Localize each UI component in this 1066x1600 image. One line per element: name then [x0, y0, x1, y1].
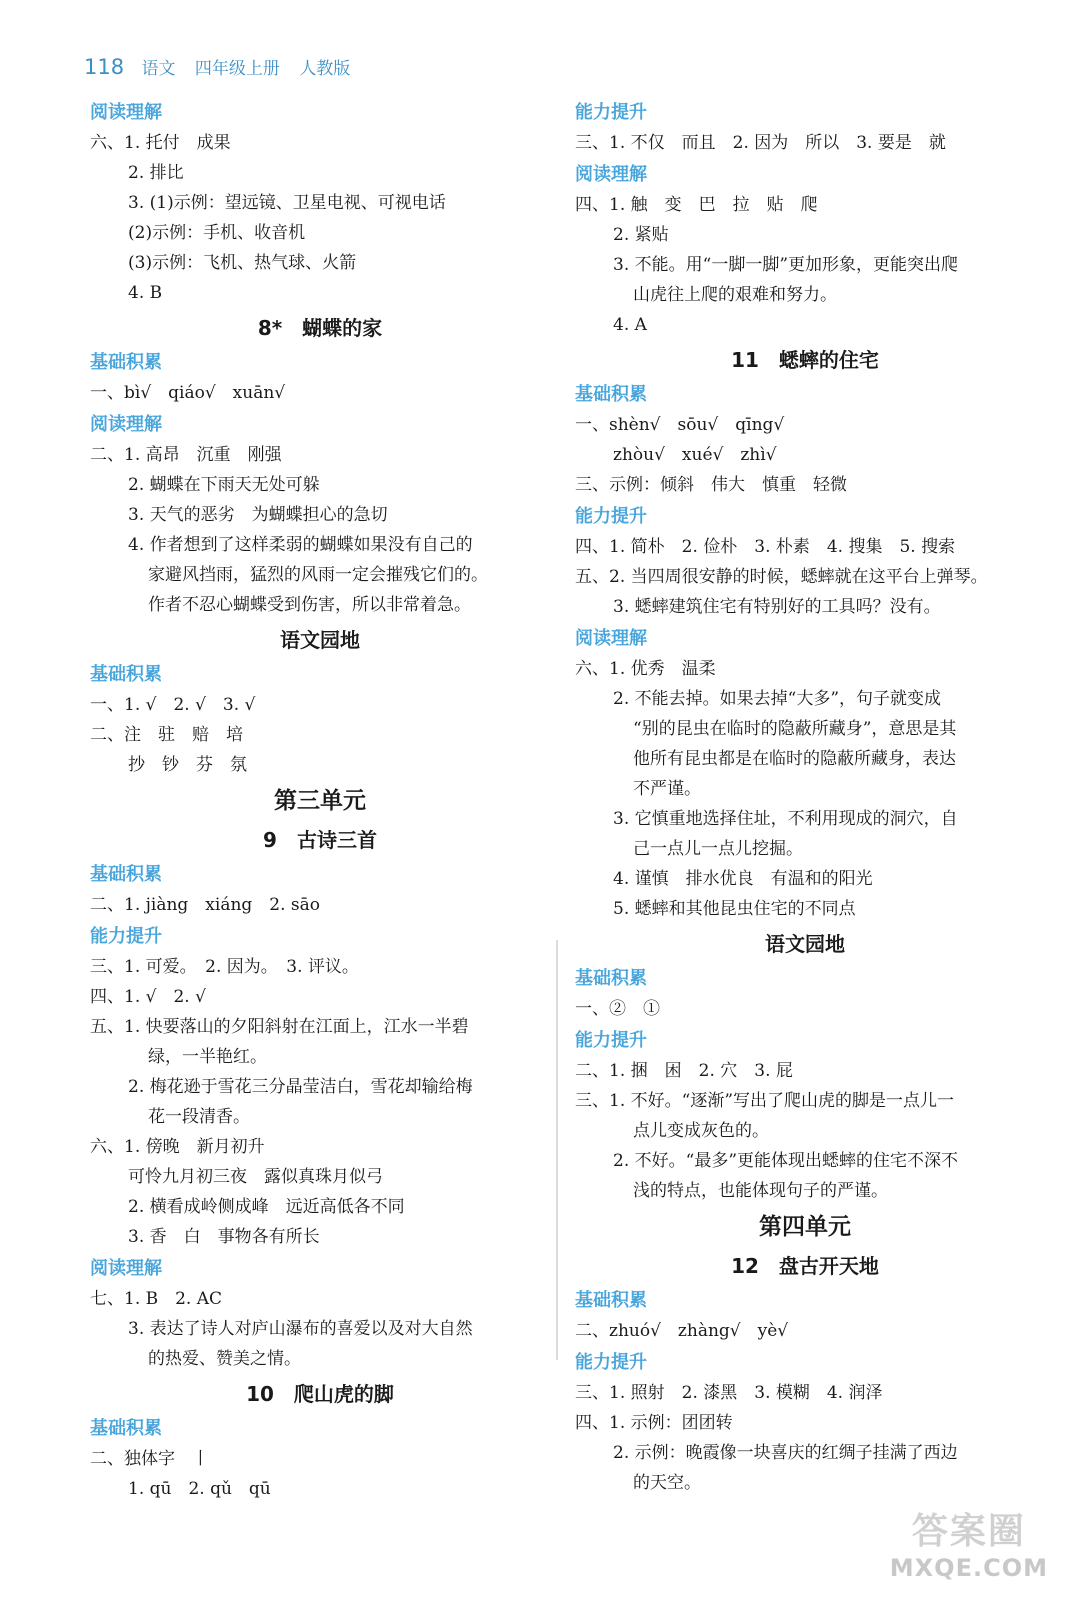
section-heading: 基础积累: [575, 384, 647, 405]
answer-line: 五、1. 快要落山的夕阳斜射在江面上，江水一半碧: [90, 1017, 469, 1037]
section-heading: 阅读理解: [575, 164, 647, 185]
answer-line: 二、zhuó√ zhàng√ yè√: [575, 1321, 789, 1341]
answer-line: 一、② ①: [575, 999, 660, 1019]
lesson-title: 语文园地: [280, 628, 360, 652]
answer-line: 花一段清香。: [148, 1107, 250, 1127]
section-heading: 能力提升: [90, 926, 162, 947]
lesson-title: 9 古诗三首: [263, 828, 377, 852]
answer-line: 2. 梅花逊于雪花三分晶莹洁白，雪花却输给梅: [128, 1077, 473, 1097]
answer-line: zhòu√ xué√ zhì√: [613, 445, 777, 465]
page-number: 118: [84, 55, 125, 79]
answer-line: 2. 示例：晚霞像一块喜庆的红绸子挂满了西边: [613, 1443, 958, 1463]
answer-line: 三、1. 可爱。 2. 因为。 3. 评议。: [90, 957, 359, 977]
answer-line: 四、1. 触 变 巴 拉 贴 爬: [575, 195, 818, 215]
answer-line: “别的昆虫在临时的隐蔽所藏身”，意思是其: [633, 719, 957, 739]
unit-title: 第四单元: [759, 1214, 851, 1240]
answer-line: 2. 蝴蝶在下雨天无处可躲: [128, 475, 320, 495]
section-heading: 能力提升: [575, 506, 647, 527]
lesson-title: 语文园地: [765, 932, 845, 956]
answer-line: 六、1. 傍晚 新月初升: [90, 1137, 265, 1157]
answer-line: 3. 香 白 事物各有所长: [128, 1227, 320, 1247]
section-heading: 能力提升: [575, 102, 647, 123]
answer-line: 二、1. 高昂 沉重 刚强: [90, 445, 282, 465]
page-header: [84, 54, 364, 79]
answer-line: 点儿变成灰色的。: [633, 1121, 769, 1141]
answer-line: 六、1. 优秀 温柔: [575, 659, 716, 679]
answer-line: 四、1. 示例：团团转: [575, 1413, 733, 1433]
answer-line: 七、1. B 2. AC: [90, 1289, 223, 1309]
section-heading: 阅读理解: [90, 1258, 162, 1279]
lesson-title: 8* 蝴蝶的家: [257, 316, 383, 340]
answer-line: 三、1. 照射 2. 漆黑 3. 模糊 4. 润泽: [575, 1383, 883, 1403]
answer-line: 3. 不能。用“一脚一脚”更加形象，更能突出爬: [613, 255, 959, 275]
answer-line: 4. 作者想到了这样柔弱的蝴蝶如果没有自己的: [128, 535, 473, 555]
answer-line: 三、1. 不好。“逐渐”写出了爬山虎的脚是一点儿一: [575, 1091, 955, 1111]
section-heading: 基础积累: [575, 968, 647, 989]
answer-line: 5. 蟋蟀和其他昆虫住宅的不同点: [613, 899, 856, 919]
answer-line: 的天空。: [633, 1473, 701, 1493]
answer-line: (2)示例：手机、收音机: [128, 223, 306, 243]
answer-line: 2. 横看成岭侧成峰 远近高低各不同: [128, 1197, 405, 1217]
section-heading: 基础积累: [90, 352, 162, 373]
answer-line: 3. 它慎重地选择住址，不利用现成的洞穴，自: [613, 809, 958, 829]
answer-line: 1. qū 2. qǔ qū: [128, 1479, 271, 1499]
answer-line: 一、1. √ 2. √ 3. √: [90, 695, 256, 715]
answer-line: 一、shèn√ sōu√ qīng√: [575, 415, 785, 435]
answer-line: 二、1. 捆 困 2. 穴 3. 屁: [575, 1061, 793, 1081]
section-heading: 阅读理解: [90, 414, 162, 435]
answer-line: 二、独体字 丨: [90, 1449, 209, 1469]
answer-line: 2. 不能去掉。如果去掉“大多”，句子就变成: [613, 689, 942, 709]
section-heading: 能力提升: [575, 1030, 647, 1051]
answer-line: 一、bì√ qiáo√ xuān√: [90, 383, 286, 403]
subject-label: 语文: [141, 59, 176, 79]
answer-line: 3. 蟋蟀建筑住宅有特别好的工具吗？没有。: [613, 597, 941, 617]
answer-line: 五、2. 当四周很安静的时候，蟋蟀就在这平台上弹琴。: [575, 567, 988, 587]
section-heading: 基础积累: [90, 1418, 162, 1439]
answer-line: 四、1. 简朴 2. 俭朴 3. 朴素 4. 搜集 5. 搜索: [575, 537, 956, 557]
lesson-title: 10 爬山虎的脚: [246, 1382, 394, 1406]
answer-line: 4. A: [613, 315, 647, 335]
answer-line: 三、1. 不仅 而且 2. 因为 所以 3. 要是 就: [575, 133, 946, 153]
answer-line: 二、注 驻 赔 培: [90, 725, 243, 745]
answer-line: 三、示例：倾斜 伟大 慎重 轻微: [575, 475, 847, 495]
watermark: [890, 1503, 1048, 1582]
answer-line: 他所有昆虫都是在临时的隐蔽所藏身，表达: [633, 749, 956, 769]
answer-line: 3. 表达了诗人对庐山瀑布的喜爱以及对大自然: [128, 1319, 473, 1339]
answer-line: 2. 排比: [128, 163, 184, 183]
section-heading: 基础积累: [90, 864, 162, 885]
section-heading: 基础积累: [575, 1290, 647, 1311]
answer-line: 4. 谨慎 排水优良 有温和的阳光: [613, 869, 873, 889]
section-heading: 阅读理解: [90, 102, 162, 123]
left-column: [90, 96, 550, 1504]
answer-line: 4. B: [128, 283, 163, 303]
section-heading: 阅读理解: [575, 628, 647, 649]
answer-line: 己一点儿一点儿挖掘。: [633, 839, 803, 859]
answer-line: 不严谨。: [633, 779, 701, 799]
answer-line: 3. (1)示例：望远镜、卫星电视、可视电话: [128, 193, 446, 213]
answer-line: 作者不忍心蝴蝶受到伤害，所以非常着急。: [148, 595, 471, 615]
answer-line: 四、1. √ 2. √: [90, 987, 206, 1007]
answer-line: 家避风挡雨，猛烈的风雨一定会摧残它们的。: [148, 565, 488, 585]
unit-title: 第三单元: [274, 788, 366, 814]
answer-line: 3. 天气的恶劣 为蝴蝶担心的急切: [128, 505, 388, 525]
answer-line: 2. 紧贴: [613, 225, 669, 245]
section-heading: 能力提升: [575, 1352, 647, 1373]
watermark-logo: 答案圈: [911, 1511, 1026, 1552]
answer-line: 2. 不好。“最多”更能体现出蟋蟀的住宅不深不: [613, 1151, 959, 1171]
lesson-title: 11 蟋蟀的住宅: [731, 348, 879, 372]
answer-line: 的热爱、赞美之情。: [148, 1349, 301, 1369]
answer-line: 六、1. 托付 成果: [90, 133, 231, 153]
answer-line: 抄 钞 芬 氛: [128, 755, 247, 775]
right-column: [575, 96, 1035, 1498]
answer-line: 可怜九月初三夜 露似真珠月似弓: [128, 1167, 383, 1187]
answer-line: 绿，一半艳红。: [148, 1047, 267, 1067]
answer-line: 山虎往上爬的艰难和努力。: [633, 285, 837, 305]
edition-label: 人教版: [299, 59, 351, 79]
grade-label: 四年级上册: [194, 59, 280, 79]
answer-line: (3)示例：飞机、热气球、火箭: [128, 253, 357, 273]
answer-line: 浅的特点，也能体现句子的严谨。: [633, 1181, 888, 1201]
lesson-title: 12 盘古开天地: [731, 1254, 879, 1278]
column-divider: [556, 940, 558, 1360]
answer-line: 二、1. jiàng xiáng 2. sāo: [90, 895, 321, 915]
watermark-site: MXQE.COM: [889, 1554, 1048, 1582]
section-heading: 基础积累: [90, 664, 162, 685]
